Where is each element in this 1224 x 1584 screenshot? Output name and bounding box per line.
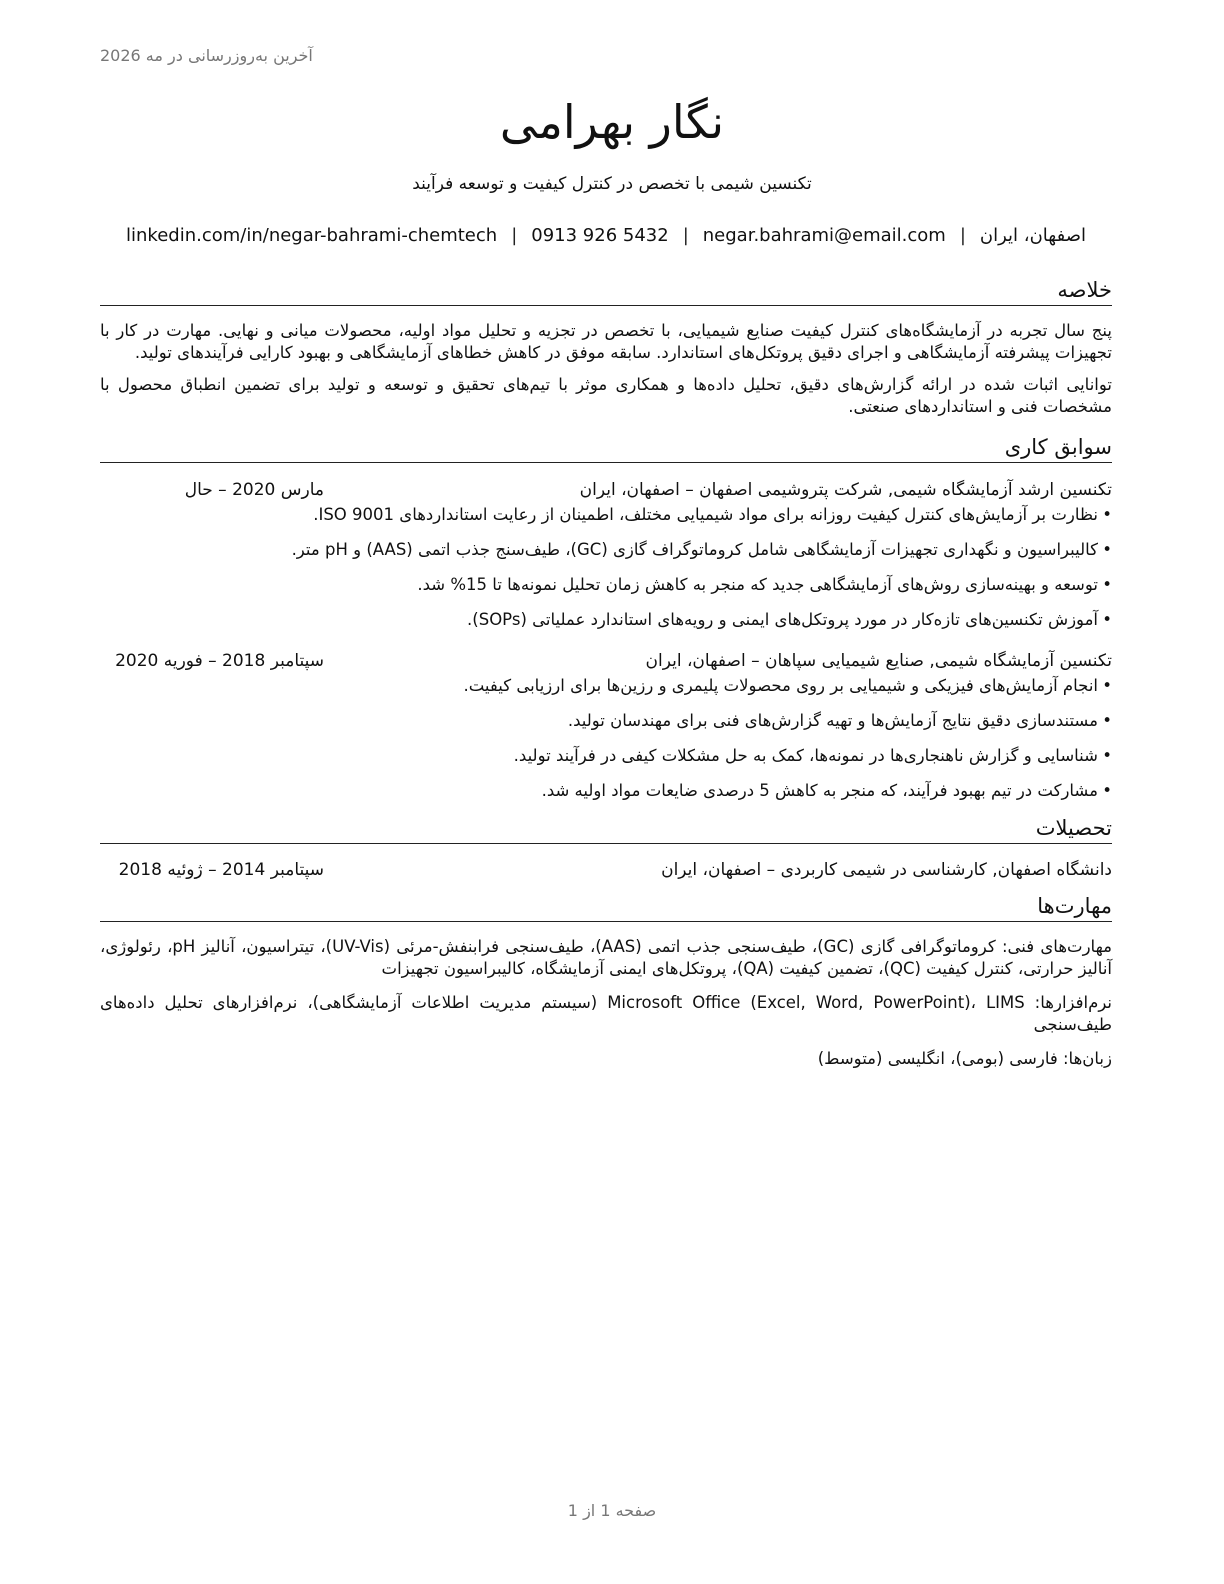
bullet-text: آموزش تکنسین‌های تازه‌کار در مورد پروتکل‌های ایمنی و رویه‌های استاندارد عملیاتی (SOPs). (467, 610, 1098, 629)
job-bullet (100, 709, 1112, 732)
job-bullets (100, 674, 1112, 802)
last-updated-note: آخرین به‌روزرسانی در مه 2026 (100, 46, 313, 65)
bullet-dot: • (1102, 540, 1112, 559)
job-entry (100, 478, 1112, 631)
contact-separator: | (959, 225, 966, 246)
bullet-text: نظارت بر آزمایش‌های کنترل کیفیت روزانه برای مواد شیمیایی مختلف، اطمینان از رعایت استانداردهای ISO 9001. (313, 505, 1098, 524)
bullet-text: شناسایی و گزارش ناهنجاری‌ها در نمونه‌ها، کمک به حل مشکلات کیفی در فرآیند تولید. (513, 746, 1098, 765)
experience-title: سوابق کاری (100, 433, 1112, 463)
bullet-dot: • (1102, 746, 1112, 765)
education-entry (100, 858, 1112, 882)
page-number: صفحه 1 از 1 (567, 1501, 657, 1520)
job-role: تکنسین ارشد آزمایشگاه شیمی, شرکت پتروشیمی اصفهان – اصفهان، ایران (579, 480, 1112, 500)
contact-separator: | (511, 225, 518, 246)
bullet-dot: • (1102, 575, 1112, 594)
bullet-dot: • (1102, 676, 1112, 695)
job-bullet (100, 779, 1112, 802)
skills-technical: مهارت‌های فنی: کروماتوگرافی گازی (GC)، طیف‌سنجی جذب اتمی (AAS)، طیف‌سنجی فرابنفش-مرئی (UV-Vis)، تیتراسیون، آنالیز pH، رئولوژی، آنالیز حرارتی، کنترل کیفیت (QC)، تضمین کیفیت (QA)، پروتکل‌های ایمنی آزمایشگاه، کالیبراسیون تجهیزات (100, 937, 1113, 978)
skills-software: نرم‌افزارها: Microsoft Office (Excel, Word, PowerPoint)، LIMS (سیستم مدیریت اطلاعات آزمایشگاهی)، نرم‌افزارهای تحلیل داده‌های طیف‌سنجی (100, 993, 1113, 1034)
contact-linkedin[interactable]: linkedin.com/in/negar-bahrami-chemtech (126, 225, 498, 246)
job-dates: سپتامبر 2018 – فوریه 2020 (115, 651, 324, 671)
summary-paragraph: پنج سال تجربه در آزمایشگاه‌های کنترل کیفیت صنایع شیمیایی، با تخصص در تجزیه و تحلیل مواد اولیه، محصولات میانی و نهایی. مهارت در کار با تجهیزات پیشرفته آزمایشگاهی و اجرای دقیق پروتکل‌های استاندارد. سابقه موفق در کاهش خطاهای آزمایشگاهی و بهبود کارایی فرآیندهای تولید. (100, 321, 1112, 362)
bullet-dot: • (1102, 610, 1112, 629)
bullet-dot: • (1102, 505, 1112, 524)
job-bullet (100, 744, 1112, 767)
job-bullet (100, 674, 1112, 697)
bullet-text: مشارکت در تیم بهبود فرآیند، که منجر به کاهش 5 درصدی ضایعات مواد اولیه شد. (541, 781, 1098, 800)
education-section (100, 814, 1112, 882)
bullet-dot: • (1102, 781, 1112, 800)
skills-title: مهارت‌ها (100, 892, 1112, 922)
job-bullet (100, 503, 1112, 526)
job-header (100, 478, 1112, 502)
summary-paragraph: توانایی اثبات شده در ارائه گزارش‌های دقیق، تحلیل داده‌ها و همکاری موثر با تیم‌های تحقیق و توسعه و تولید برای تضمین انطباق محصول با مشخصات فنی و استانداردهای صنعتی. (100, 375, 1112, 416)
job-bullet (100, 538, 1112, 561)
contact-line (100, 223, 1112, 249)
contact-separator: | (682, 225, 689, 246)
bullet-text: مستندسازی دقیق نتایج آزمایش‌ها و تهیه گزارش‌های فنی برای مهندسان تولید. (567, 711, 1098, 730)
education-dates: سپتامبر 2014 – ژوئیه 2018 (118, 860, 324, 880)
job-role: تکنسین آزمایشگاه شیمی, صنایع شیمیایی سپاهان – اصفهان، ایران (645, 651, 1112, 671)
contact-email[interactable]: negar.bahrami@email.com (702, 225, 946, 246)
summary-section (100, 276, 1112, 418)
bullet-text: انجام آزمایش‌های فیزیکی و شیمیایی بر روی محصولات پلیمری و رزین‌ها برای ارزیابی کیفیت. (463, 676, 1098, 695)
summary-title: خلاصه (100, 276, 1112, 306)
job-bullets (100, 503, 1112, 631)
job-header (100, 649, 1112, 673)
job-bullet (100, 573, 1112, 596)
job-bullet (100, 608, 1112, 631)
contact-location: اصفهان، ایران (979, 225, 1086, 246)
bullet-dot: • (1102, 711, 1112, 730)
candidate-name: نگار بهرامی (499, 95, 725, 149)
skills-section (100, 892, 1112, 1070)
job-dates: مارس 2020 – حال (184, 480, 324, 500)
job-entry (100, 649, 1112, 802)
resume-content (100, 276, 1112, 1070)
contact-phone[interactable]: 0913 926 5432 (531, 225, 669, 246)
education-institution: دانشگاه اصفهان, کارشناسی در شیمی کاربردی – اصفهان، ایران (661, 860, 1112, 880)
bullet-text: توسعه و بهینه‌سازی روش‌های آزمایشگاهی جدید که منجر به کاهش زمان تحلیل نمونه‌ها تا 15% شد. (417, 575, 1098, 594)
skills-languages: زبان‌ها: فارسی (بومی)، انگلیسی (متوسط) (817, 1049, 1112, 1068)
education-title: تحصیلات (100, 814, 1112, 844)
candidate-headline: تکنسین شیمی با تخصص در کنترل کیفیت و توسعه فرآیند (412, 174, 812, 194)
bullet-text: کالیبراسیون و نگهداری تجهیزات آزمایشگاهی شامل کروماتوگراف گازی (GC)، طیف‌سنج جذب اتمی (AAS) و pH متر. (291, 540, 1098, 559)
experience-section (100, 433, 1112, 802)
